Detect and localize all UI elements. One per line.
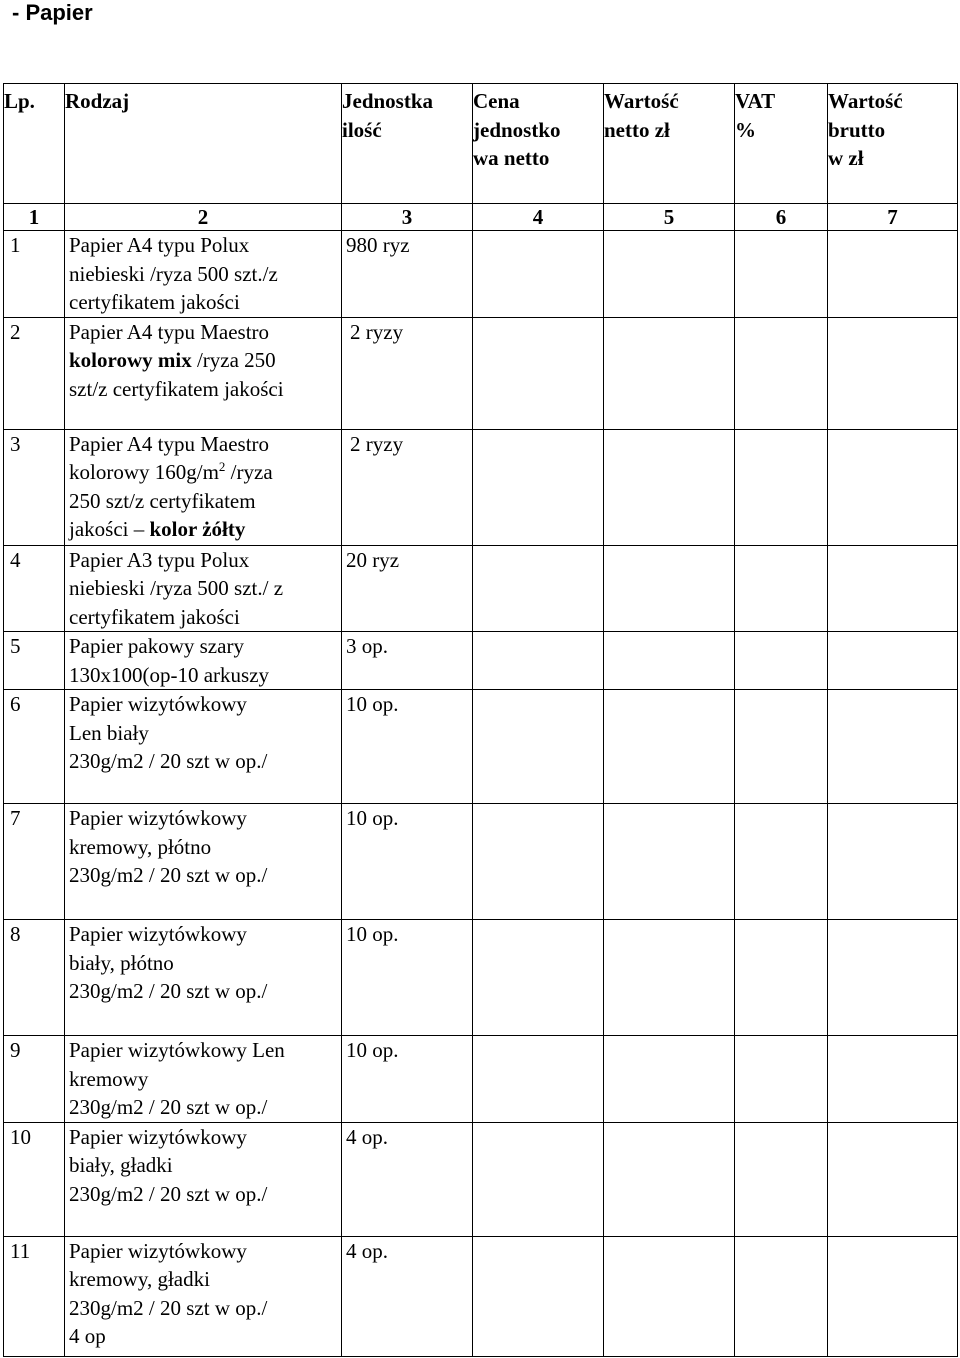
rodzaj-line: niebieski /ryza 500 szt./z	[69, 261, 278, 286]
row-rodzaj	[65, 545, 342, 632]
table-row	[4, 1122, 958, 1236]
ilosc-value: 10 op.	[346, 1038, 399, 1062]
row-vat	[735, 804, 828, 920]
row-vat	[735, 1036, 828, 1123]
row-vat	[735, 632, 828, 690]
row-ilosc	[342, 920, 473, 1036]
rodzaj-line: Papier wizytówkowy Len	[69, 1038, 285, 1062]
row-lp: 5	[4, 632, 65, 690]
table-row	[4, 317, 958, 429]
row-brutto	[828, 1036, 958, 1123]
header-jednostka	[342, 84, 473, 204]
row-rodzaj	[65, 632, 342, 690]
rodzaj-line: 230g/m2 / 20 szt w op./	[69, 979, 268, 1003]
rodzaj-text: kolorowy 160g/m	[69, 460, 219, 484]
row-ilosc	[342, 632, 473, 690]
row-brutto	[828, 920, 958, 1036]
rodzaj-line: 4 op	[69, 1324, 106, 1348]
row-ilosc	[342, 545, 473, 632]
row-cena	[473, 632, 604, 690]
rodzaj-line: Papier wizytówkowy	[69, 1124, 247, 1149]
row-ilosc	[342, 690, 473, 804]
row-netto	[604, 804, 735, 920]
column-number: 6	[735, 204, 828, 231]
rodzaj-line: Papier pakowy szary	[69, 634, 244, 658]
rodzaj-line: certyfikatem jakości	[69, 290, 240, 314]
ilosc-value: 10 op.	[346, 806, 399, 830]
section-title: - Papier	[12, 0, 93, 25]
header-brutto	[828, 84, 958, 204]
column-number: 5	[604, 204, 735, 231]
row-lp: 6	[4, 690, 65, 804]
row-vat	[735, 690, 828, 804]
row-netto	[604, 1036, 735, 1123]
header-vat-line: %	[735, 117, 756, 142]
row-cena	[473, 1036, 604, 1123]
row-ilosc	[342, 317, 473, 429]
row-rodzaj	[65, 1122, 342, 1236]
rodzaj-line	[69, 515, 339, 544]
row-netto	[604, 1122, 735, 1236]
rodzaj-line: niebieski /ryza 500 szt./ z	[69, 576, 284, 600]
rodzaj-line: Len biały	[69, 720, 149, 745]
rodzaj-line: Papier A3 typu Polux	[69, 547, 250, 572]
row-lp: 10	[4, 1122, 65, 1236]
row-brutto	[828, 545, 958, 632]
table-row	[4, 1036, 958, 1123]
ilosc-value: 2 ryzy	[350, 431, 404, 456]
row-lp: 7	[4, 804, 65, 920]
rodzaj-line: 230g/m2 / 20 szt w op./	[69, 749, 268, 773]
row-rodzaj	[65, 231, 342, 318]
rodzaj-line: Papier A4 typu Maestro	[69, 431, 270, 456]
rodzaj-line: biały, gładki	[69, 1153, 173, 1177]
row-netto	[604, 632, 735, 690]
rodzaj-line: Papier wizytówkowy	[69, 806, 247, 830]
table-row	[4, 690, 958, 804]
rodzaj-line: biały, płótno	[69, 950, 174, 975]
row-cena	[473, 317, 604, 429]
row-lp: 2	[4, 317, 65, 429]
row-ilosc	[342, 1036, 473, 1123]
row-lp: 8	[4, 920, 65, 1036]
header-netto-line: Wartość	[604, 89, 679, 113]
header-netto-line: netto zł	[604, 117, 670, 142]
header-cena	[473, 84, 604, 204]
header-jednostka-line: Jednostka	[342, 89, 434, 113]
header-lp: Lp.	[4, 84, 65, 204]
header-netto	[604, 84, 735, 204]
column-number: 3	[342, 204, 473, 231]
row-cena	[473, 920, 604, 1036]
row-lp: 9	[4, 1036, 65, 1123]
row-rodzaj	[65, 690, 342, 804]
rodzaj-line: 230g/m2 / 20 szt w op./	[69, 1295, 268, 1320]
table-row	[4, 804, 958, 920]
row-vat	[735, 920, 828, 1036]
header-vat	[735, 84, 828, 204]
row-netto	[604, 920, 735, 1036]
ilosc-value: 980 ryz	[346, 233, 410, 257]
column-number-row	[4, 204, 958, 231]
row-brutto	[828, 429, 958, 545]
rodzaj-line	[69, 346, 339, 375]
row-ilosc	[342, 429, 473, 545]
table-header-row	[4, 84, 958, 204]
ilosc-value: 4 op.	[346, 1238, 388, 1263]
ilosc-value: 10 op.	[346, 692, 399, 716]
rodzaj-line: Papier wizytówkowy	[69, 1238, 247, 1263]
row-ilosc	[342, 1236, 473, 1356]
row-lp: 4	[4, 545, 65, 632]
table-row	[4, 920, 958, 1036]
row-vat	[735, 1236, 828, 1356]
ilosc-value: 2 ryzy	[350, 319, 404, 344]
row-rodzaj	[65, 1036, 342, 1123]
row-ilosc	[342, 231, 473, 318]
column-number: 1	[4, 204, 65, 231]
row-cena	[473, 1236, 604, 1356]
row-lp: 3	[4, 429, 65, 545]
rodzaj-text: /ryza	[225, 460, 273, 484]
row-netto	[604, 429, 735, 545]
row-ilosc	[342, 804, 473, 920]
column-number: 4	[473, 204, 604, 231]
rodzaj-line: Papier wizytówkowy	[69, 692, 247, 716]
row-vat	[735, 429, 828, 545]
row-brutto	[828, 317, 958, 429]
row-rodzaj	[65, 920, 342, 1036]
header-brutto-line: Wartość	[828, 89, 903, 113]
row-vat	[735, 317, 828, 429]
row-vat	[735, 545, 828, 632]
row-netto	[604, 545, 735, 632]
rodzaj-line: 230g/m2 / 20 szt w op./	[69, 1095, 268, 1119]
rodzaj-bold-text: kolorowy mix	[69, 348, 192, 372]
rodzaj-bold-text: kolor żółty	[149, 517, 246, 541]
row-rodzaj	[65, 429, 342, 545]
row-cena	[473, 1122, 604, 1236]
row-netto	[604, 231, 735, 318]
row-brutto	[828, 632, 958, 690]
row-netto	[604, 690, 735, 804]
header-vat-line: VAT	[735, 89, 776, 113]
row-brutto	[828, 804, 958, 920]
ilosc-value: 4 op.	[346, 1124, 388, 1149]
row-brutto	[828, 1122, 958, 1236]
column-number: 7	[828, 204, 958, 231]
row-cena	[473, 429, 604, 545]
header-cena-line: jednostko	[473, 117, 561, 142]
row-rodzaj	[65, 317, 342, 429]
rodzaj-line: 130x100(op-10 arkuszy	[69, 662, 270, 687]
header-rodzaj: Rodzaj	[65, 84, 342, 204]
row-netto	[604, 317, 735, 429]
superscript: 2	[218, 459, 226, 474]
row-ilosc	[342, 1122, 473, 1236]
row-vat	[735, 1122, 828, 1236]
rodzaj-line: 230g/m2 / 20 szt w op./	[69, 1181, 268, 1206]
row-cena	[473, 690, 604, 804]
header-brutto-line: brutto	[828, 117, 886, 142]
header-jednostka-line: ilość	[342, 117, 382, 142]
row-vat	[735, 231, 828, 318]
table-row	[4, 545, 958, 632]
table-row	[4, 429, 958, 545]
row-lp: 1	[4, 231, 65, 318]
rodzaj-line: szt/z certyfikatem jakości	[69, 376, 284, 401]
table-row	[4, 632, 958, 690]
table-row	[4, 1236, 958, 1356]
rodzaj-line: 250 szt/z certyfikatem	[69, 488, 256, 513]
rodzaj-line: certyfikatem jakości	[69, 604, 240, 629]
rodzaj-line	[69, 458, 339, 487]
header-cena-line: wa netto	[473, 146, 550, 170]
row-netto	[604, 1236, 735, 1356]
ilosc-value: 20 ryz	[346, 547, 400, 572]
header-brutto-line: w zł	[828, 146, 864, 170]
row-cena	[473, 231, 604, 318]
row-rodzaj	[65, 1236, 342, 1356]
rodzaj-line: Papier A4 typu Polux	[69, 233, 250, 257]
rodzaj-line: 230g/m2 / 20 szt w op./	[69, 863, 268, 887]
rodzaj-line: kremowy, gładki	[69, 1267, 210, 1291]
table-row	[4, 231, 958, 318]
row-brutto	[828, 690, 958, 804]
row-cena	[473, 545, 604, 632]
row-cena	[473, 804, 604, 920]
column-number: 2	[65, 204, 342, 231]
rodzaj-line: kremowy	[69, 1066, 149, 1091]
row-rodzaj	[65, 804, 342, 920]
row-brutto	[828, 1236, 958, 1356]
rodzaj-text: /ryza 250	[191, 348, 276, 372]
rodzaj-line: Papier wizytówkowy	[69, 922, 247, 946]
row-lp: 11	[4, 1236, 65, 1356]
rodzaj-text: jakości –	[69, 517, 150, 541]
ilosc-value: 3 op.	[346, 634, 388, 658]
row-brutto	[828, 231, 958, 318]
paper-order-table	[3, 83, 958, 1357]
rodzaj-line: Papier A4 typu Maestro	[69, 319, 270, 344]
header-cena-line: Cena	[473, 89, 520, 113]
rodzaj-line: kremowy, płótno	[69, 834, 212, 859]
ilosc-value: 10 op.	[346, 922, 399, 946]
